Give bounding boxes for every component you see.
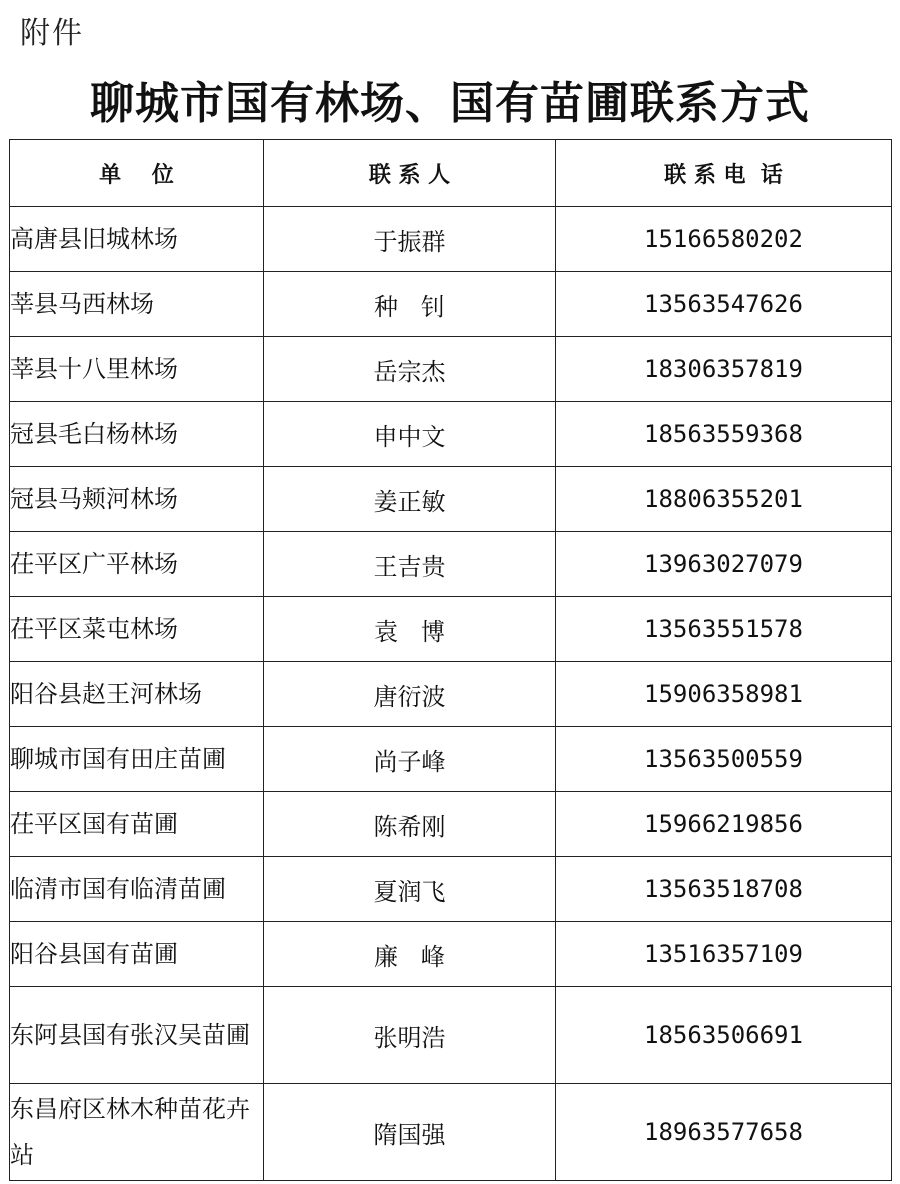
unit-cell: 临清市国有临清苗圃 bbox=[10, 857, 264, 922]
column-header-unit: 单 位 bbox=[10, 140, 264, 207]
table-row bbox=[10, 792, 892, 857]
unit-cell: 莘县马西林场 bbox=[10, 272, 264, 337]
table-row bbox=[10, 857, 892, 922]
contact-person-cell: 姜正敏 bbox=[264, 467, 556, 532]
contact-person-cell: 夏润飞 bbox=[264, 857, 556, 922]
table-row bbox=[10, 922, 892, 987]
contact-person-cell: 王吉贵 bbox=[264, 532, 556, 597]
contact-person-cell: 隋国强 bbox=[264, 1084, 556, 1181]
unit-cell: 阳谷县国有苗圃 bbox=[10, 922, 264, 987]
unit-cell: 聊城市国有田庄苗圃 bbox=[10, 727, 264, 792]
contact-person-cell: 唐衍波 bbox=[264, 662, 556, 727]
unit-cell: 莘县十八里林场 bbox=[10, 337, 264, 402]
phone-cell: 18806355201 bbox=[556, 467, 892, 532]
table-row bbox=[10, 272, 892, 337]
phone-cell: 18306357819 bbox=[556, 337, 892, 402]
table-row bbox=[10, 467, 892, 532]
unit-cell: 阳谷县赵王河林场 bbox=[10, 662, 264, 727]
contacts-table bbox=[9, 139, 892, 1181]
attachment-label: 附件 bbox=[20, 16, 84, 51]
table-row bbox=[10, 207, 892, 272]
unit-cell: 东阿县国有张汉吴苗圃 bbox=[10, 987, 264, 1084]
unit-cell: 茌平区国有苗圃 bbox=[10, 792, 264, 857]
phone-cell: 18563506691 bbox=[556, 987, 892, 1084]
table-row bbox=[10, 662, 892, 727]
phone-cell: 15166580202 bbox=[556, 207, 892, 272]
table-row bbox=[10, 402, 892, 467]
contact-person-cell: 廉 峰 bbox=[264, 922, 556, 987]
phone-cell: 13516357109 bbox=[556, 922, 892, 987]
table-row bbox=[10, 597, 892, 662]
phone-cell: 15966219856 bbox=[556, 792, 892, 857]
contact-person-cell: 张明浩 bbox=[264, 987, 556, 1084]
page-title: 聊城市国有林场、国有苗圃联系方式 bbox=[90, 78, 810, 129]
unit-cell: 冠县毛白杨林场 bbox=[10, 402, 264, 467]
unit-cell: 茌平区菜屯林场 bbox=[10, 597, 264, 662]
phone-cell: 18563559368 bbox=[556, 402, 892, 467]
contact-person-cell: 尚子峰 bbox=[264, 727, 556, 792]
contact-person-cell: 申中文 bbox=[264, 402, 556, 467]
phone-cell: 13563500559 bbox=[556, 727, 892, 792]
unit-cell: 东昌府区林木种苗花卉站 bbox=[10, 1084, 264, 1181]
contact-person-cell: 陈希刚 bbox=[264, 792, 556, 857]
column-header-contact-person: 联 系 人 bbox=[264, 140, 556, 207]
contact-person-cell: 岳宗杰 bbox=[264, 337, 556, 402]
column-header-phone: 联 系 电 话 bbox=[556, 140, 892, 207]
phone-cell: 15906358981 bbox=[556, 662, 892, 727]
phone-cell: 18963577658 bbox=[556, 1084, 892, 1181]
table-header-row bbox=[10, 140, 892, 207]
table-row bbox=[10, 727, 892, 792]
table-row bbox=[10, 987, 892, 1084]
contact-person-cell: 种 钊 bbox=[264, 272, 556, 337]
table-row bbox=[10, 532, 892, 597]
phone-cell: 13963027079 bbox=[556, 532, 892, 597]
phone-cell: 13563551578 bbox=[556, 597, 892, 662]
phone-cell: 13563518708 bbox=[556, 857, 892, 922]
contact-person-cell: 于振群 bbox=[264, 207, 556, 272]
unit-cell: 冠县马颊河林场 bbox=[10, 467, 264, 532]
contact-person-cell: 袁 博 bbox=[264, 597, 556, 662]
unit-cell: 高唐县旧城林场 bbox=[10, 207, 264, 272]
table-row bbox=[10, 337, 892, 402]
table-row bbox=[10, 1084, 892, 1181]
phone-cell: 13563547626 bbox=[556, 272, 892, 337]
unit-cell: 茌平区广平林场 bbox=[10, 532, 264, 597]
